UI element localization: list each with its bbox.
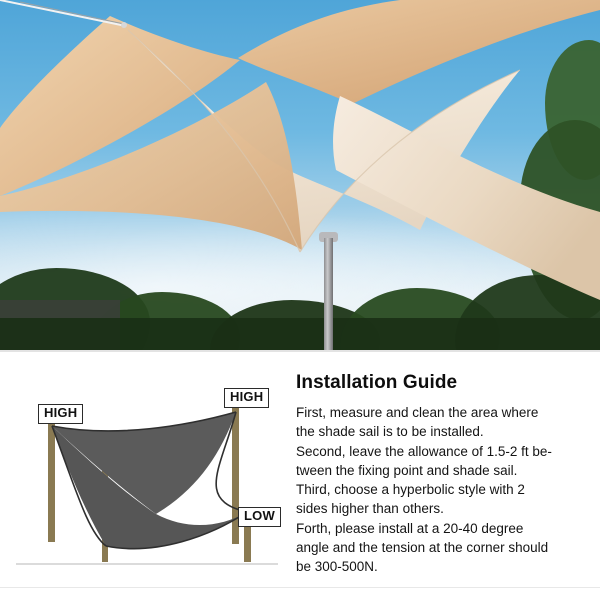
guide-line: Second, leave the allowance of 1.5-2 ft be- (296, 443, 552, 459)
support-pole (324, 238, 333, 350)
guide-line: Forth, please install at a 20-40 degree (296, 520, 524, 536)
guide-line: Third, choose a hyperbolic style with 2 (296, 482, 525, 498)
diagram-label-high-left: HIGH (38, 404, 83, 424)
guide-line: sides higher than others. (296, 501, 444, 517)
diagram-label-high-right: HIGH (224, 388, 269, 408)
panel-top-divider (0, 350, 600, 352)
guide-line: the shade sail is to be installed. (296, 424, 484, 440)
guide-line: First, measure and clean the area where (296, 405, 539, 420)
installation-info-panel (0, 350, 600, 600)
guide-heading: Installation Guide (296, 372, 458, 393)
installation-diagram (6, 360, 288, 588)
guide-line: angle and the tension at the corner should (296, 539, 549, 555)
guide-line: tween the fixing point and shade sail. (296, 462, 518, 478)
panel-bottom-divider (0, 587, 600, 588)
post-left (48, 424, 55, 542)
guide-line: be 300-500N. (296, 559, 378, 575)
installation-guide-text (296, 372, 596, 577)
diagram-label-low: LOW (238, 507, 281, 527)
